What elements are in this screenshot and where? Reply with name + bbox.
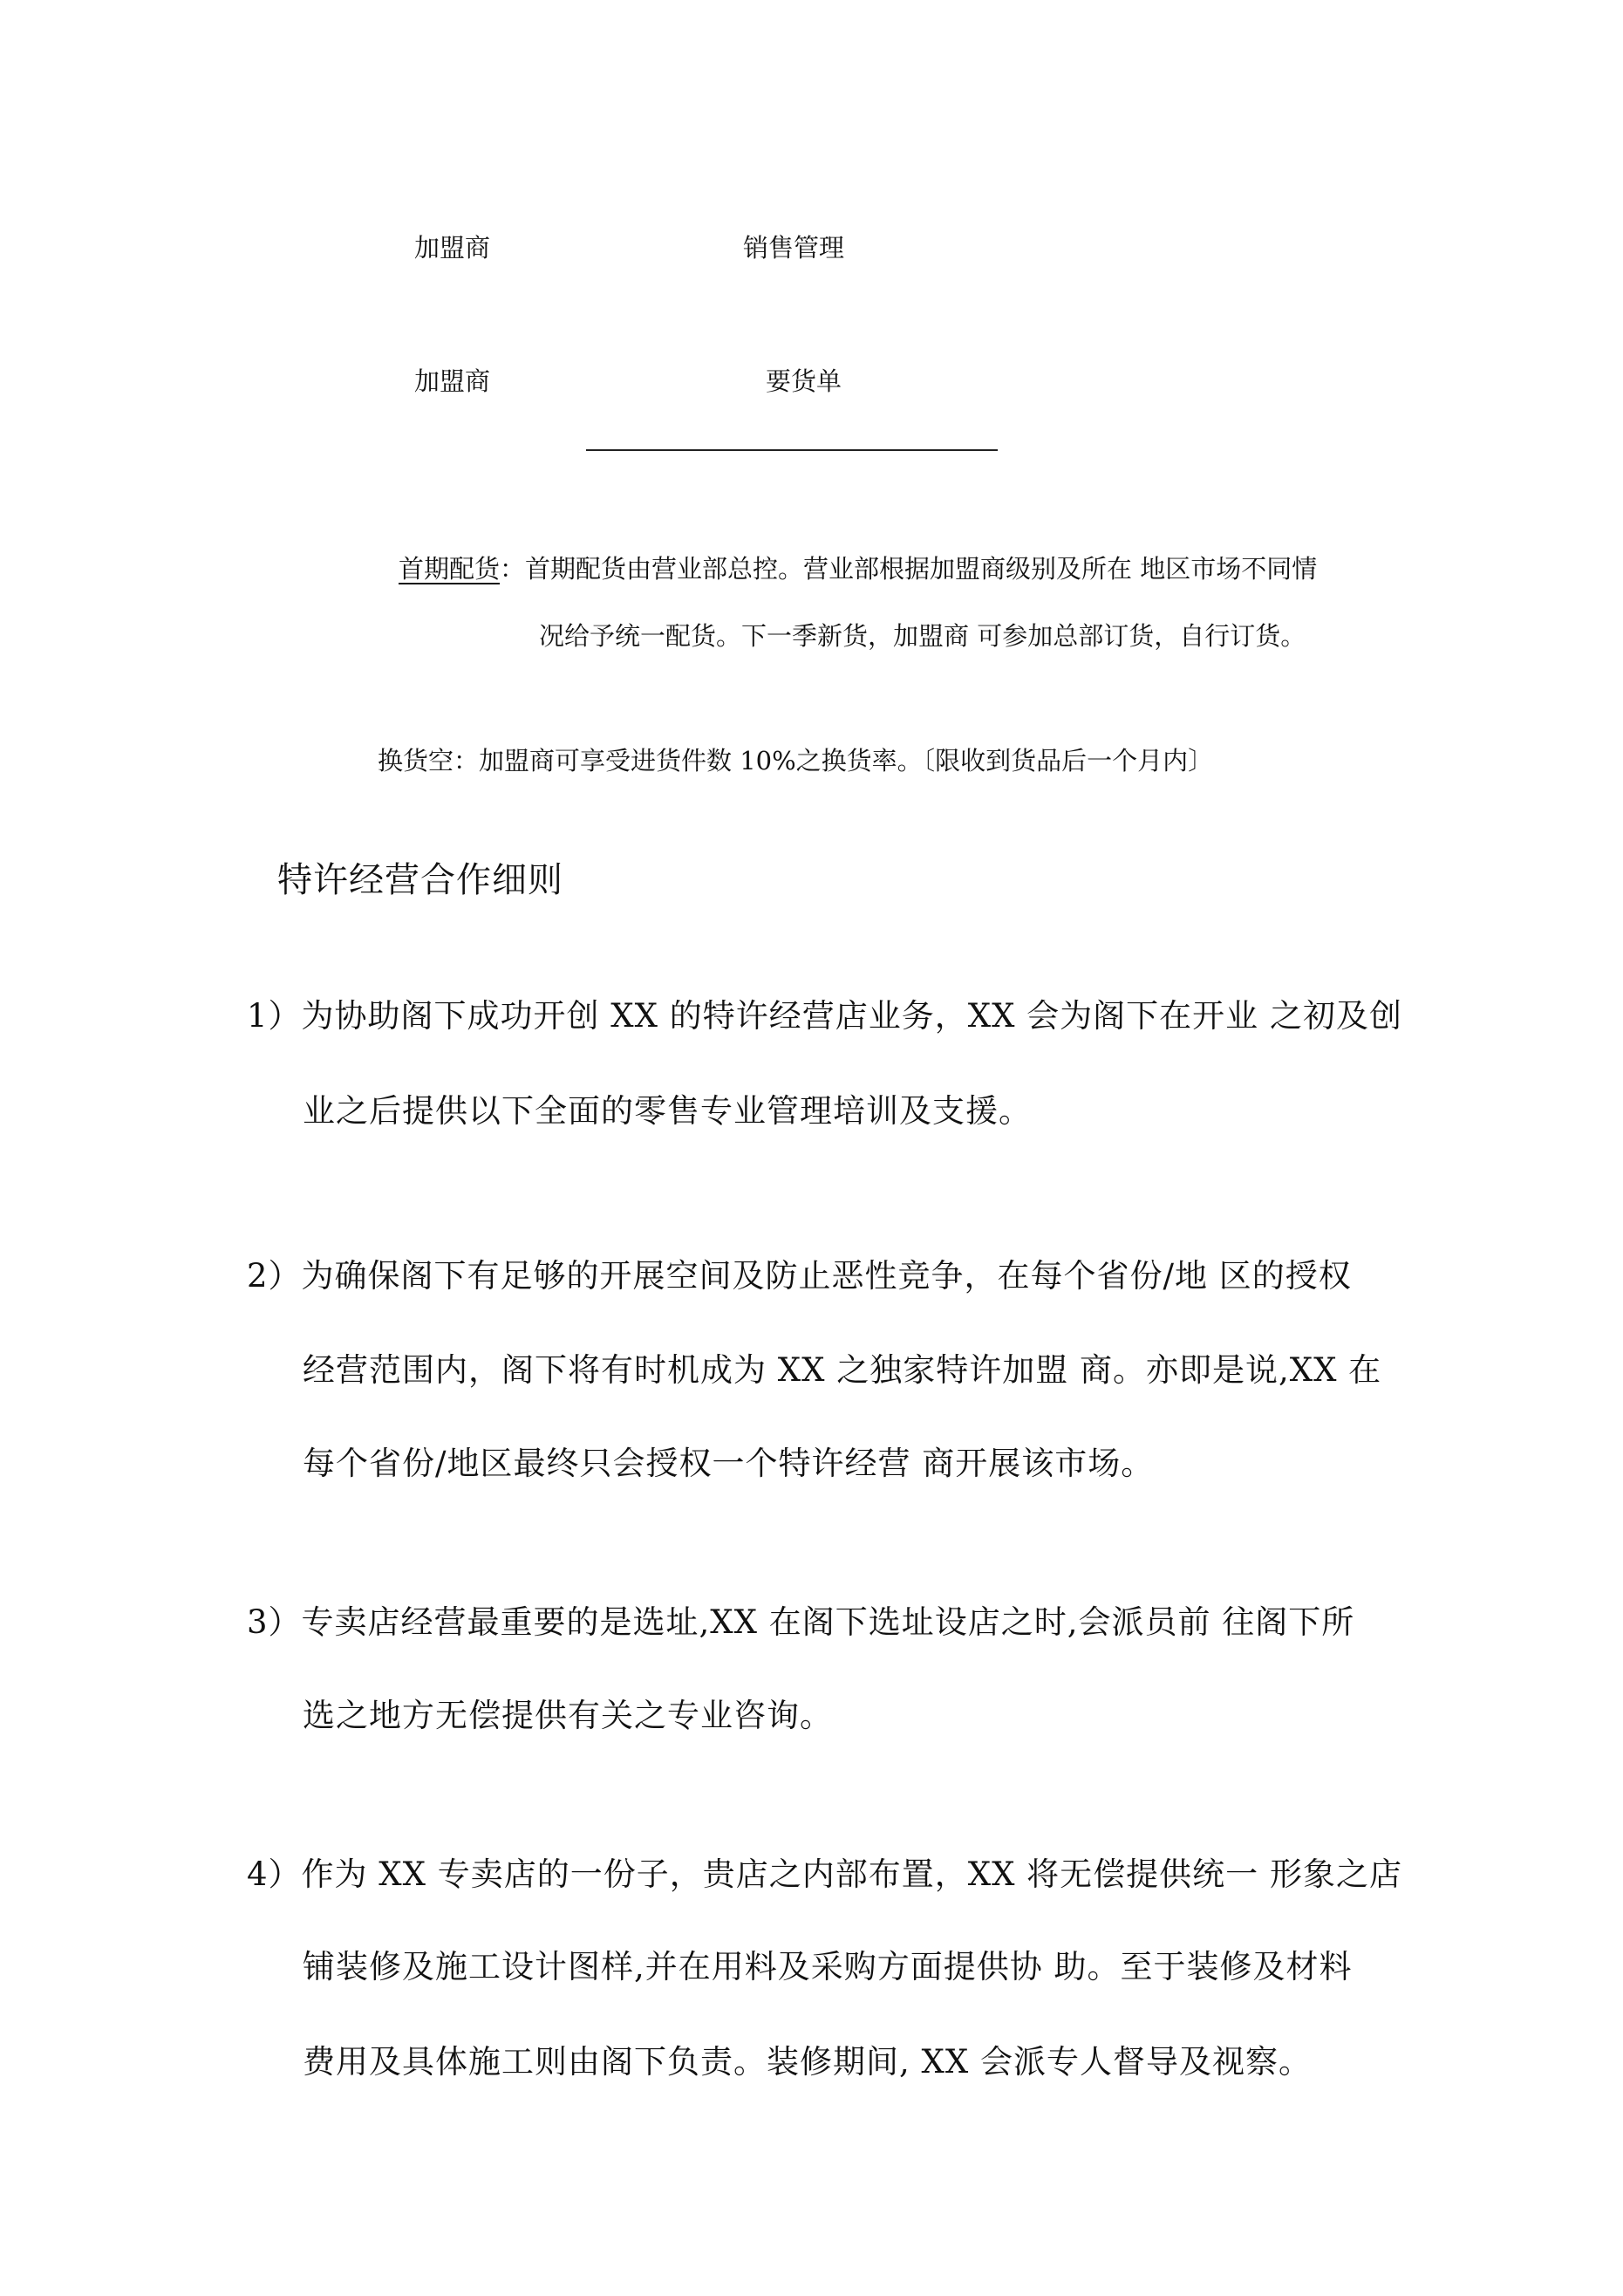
list-item-2-line-1: 2）为确保阁下有足够的开展空间及防止恶性竞争，在每个省份/地 区的授权 [247,1257,1352,1295]
header-order-form-label: 要货单 [766,366,842,396]
list-item-1-line-1: 1）为协助阁下成功开创 XX 的特许经营店业务，XX 会为阁下在开业 之初及创 [247,997,1402,1035]
list-item-4-line-3: 费用及具体施工则由阁下负责。装修期间, XX 会派专人督导及视察。 [303,2043,1312,2081]
list-item-4-line-2: 铺装修及施工设计图样,并在用料及采购方面提供协 助。至于装修及材料 [303,1948,1353,1985]
first-stock-line-1 [399,550,1317,585]
first-stock-line-2: 况给予统一配货。下一季新货，加盟商 可参加总部订货，自行订货。 [539,621,1306,651]
header-franchisee-label-2: 加盟商 [414,366,491,396]
first-stock-label: 首期配货 [399,554,501,584]
list-item-3-line-1: 3）专卖店经营最重要的是选址,XX 在阁下选址设店之时,会派员前 往阁下所 [247,1603,1355,1641]
header-divider-line [586,449,998,451]
header-sales-management-label: 销售管理 [743,233,845,263]
list-item-1-line-2: 业之后提供以下全面的零售专业管理培训及支援。 [303,1092,1032,1130]
list-item-4-line-1: 4）作为 XX 专卖店的一份子，贵店之内部布置，XX 将无偿提供统一 形象之店 [247,1855,1402,1893]
section-title: 特许经营合作细则 [277,860,563,900]
first-stock-text-1: 首期配货由营业部总控。营业部根据加盟商级别及所在 地区市场不同情 [525,554,1318,584]
first-stock-colon: ： [500,554,526,584]
list-item-2-line-2: 经营范围内，阁下将有时机成为 XX 之独家特许加盟 商。亦即是说,XX 在 [303,1351,1382,1389]
header-franchisee-label-1: 加盟商 [414,233,491,263]
exchange-policy-text: 换货空：加盟商可享受进货件数 10%之换货率。〔限收到货品后一个月内〕 [378,746,1214,776]
list-item-3-line-2: 选之地方无偿提供有关之专业咨询。 [303,1697,833,1734]
list-item-2-line-3: 每个省份/地区最终只会授权一个特许经营 商开展该市场。 [303,1445,1155,1482]
